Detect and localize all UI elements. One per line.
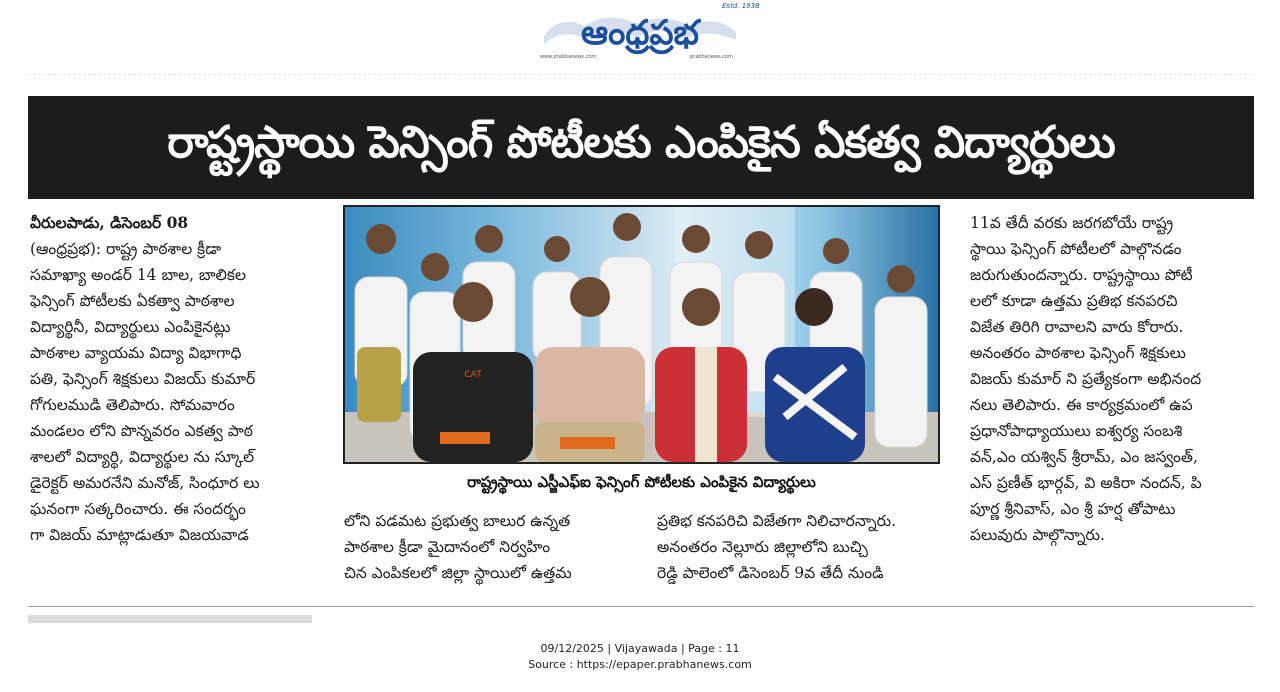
grey-bar [28, 615, 312, 623]
article-line: విజేత తిరిగి రావాలని వారు కోరారు. [970, 318, 1184, 336]
page-bottom-rule [28, 606, 1254, 607]
group-photo [343, 205, 940, 464]
footer-date-edition: 09/12/2025 | Vijayawada | Page : 11 [540, 642, 740, 655]
masthead-divider [28, 74, 1252, 75]
article-line: అనంతరం పాఠశాల ఫెన్సింగ్ శిక్షకులు [970, 344, 1186, 362]
website-url-right: prabhanews.com [690, 54, 733, 60]
established-text: Estd. 1938 [722, 2, 760, 10]
article-line: (ఆంధ్రప్రభ): రాష్ట్ర పాఠశాల క్రీడా [30, 240, 222, 258]
headline-text: రాష్ట్రస్థాయి పెన్సింగ్ పోటీలకు ఎంపికైన ఏకత్వ విద్యార్థులు [167, 116, 1115, 168]
article-line: అనంతరం నెల్లూరు జిల్లాలోని బుచ్చి [657, 538, 868, 556]
article-line: ఘనంగా సత్కరించారు. ఈ సందర్భం [30, 500, 246, 518]
article-line: పూర్ణ శ్రీనివాస్, ఎం శ్రీ హర్ష తోపాటు [970, 500, 1176, 518]
article-line: వీరులపాడు, డిసెంబర్ 08 [30, 213, 189, 232]
article-line: స్థాయి ఫెన్సింగ్ పోటీలలో పాల్గొనడం [970, 240, 1182, 258]
article-line: చిన ఎంపికలలో జిల్లా స్థాయిలో ఉత్తమ [344, 564, 572, 582]
article-column-3 [657, 508, 947, 586]
article-line: పలువురు పాల్గొన్నారు. [970, 526, 1105, 544]
article-line: రెడ్డి పాలెంలో డిసెంబర్ 9వ తేదీ నుండి [657, 564, 884, 582]
article-line: ప్రతిభ కనపరిచి విజేతగా నిలిచారన్నారు. [657, 512, 897, 530]
article-line: జరుగుతుందన్నారు. రాష్ట్రస్థాయి పోటీ [970, 266, 1193, 284]
article-column-1 [30, 210, 320, 548]
article-line: మండలం లోని పొన్నవరం ఎకత్వ పాఠ [30, 422, 253, 440]
article-line: నలు తెలిపారు. ఈ కార్యక్రమంలో ఉప [970, 396, 1193, 414]
prabha-logo [540, 6, 740, 58]
website-url: www.prabhanews.com [540, 54, 597, 60]
article-line: పాఠశాల వ్యాయమ విద్యా విభాగాధి [30, 344, 242, 362]
article-line: పతి, ఫెన్సింగ్ శిక్షకులు విజయ్ కుమార్ [30, 370, 256, 388]
footer-source: Source : https://epaper.prabhanews.com [528, 658, 752, 671]
article-line: శాలలో విద్యార్థి, విద్యార్థుల ను స్కూల్ [30, 448, 255, 466]
shirt-logo-text: CAT [464, 370, 482, 380]
article-line: గా విజయ్ మాట్లాడుతూ విజయవాడ [30, 526, 249, 544]
article-line: పాఠశాల క్రీడా మైదానంలో నిర్వహిం [344, 538, 551, 556]
article-line: ప్రధానోపాధ్యాయులు ఐశ్వర్య సంబశి [970, 422, 1183, 440]
photo-caption: రాష్ట్రస్థాయి ఎస్జీఎఫ్ఐ ఫెన్సింగ్ పోటీలకు ఎంపికైన విద్యార్థులు [467, 473, 816, 491]
article-column-4 [970, 210, 1258, 548]
article-line: సమాఖ్యా అండర్ 14 బాల, బాలికల [30, 266, 246, 284]
article-line: గోగులముడి తెలిపారు. సోమవారం [30, 396, 235, 414]
article-line: విజయ్ కుమార్ ని ప్రత్యేకంగా అభినంద [970, 370, 1202, 388]
article-line: వన్,ఎం యశ్విన్ శ్రీరామ్, ఎం జస్వంత్, [970, 448, 1198, 466]
article-line: లోని పడమట ప్రభుత్వ బాలుర ఉన్నత [344, 512, 571, 530]
article-column-2 [344, 508, 634, 586]
group-photo-illustration [345, 207, 938, 462]
article-line: 11వ తేదీ వరకు జరగబోయే రాష్ట్ర [970, 214, 1174, 232]
article-line: డైరెక్టర్ అమరనేని మనోజ్, సింధూర లు [30, 474, 260, 492]
masthead [0, 0, 1280, 78]
headline-banner [28, 96, 1254, 199]
article-line: విద్యార్థినీ, విద్యార్థులు ఎంపికైనట్లు [30, 318, 231, 336]
article-line: ఎస్ ప్రణీత్ భార్గవ్, వి అకిరా నందన్, పి [970, 474, 1202, 492]
article-line: ఫెన్సింగ్ పోటీలకు ఏకత్వా పాఠశాల [30, 292, 235, 310]
article-line: లలో కూడా ఉత్తమ ప్రతిభ కనపరచి [970, 292, 1178, 310]
logo-text: ఆంధ్రప్రభ [580, 13, 700, 53]
